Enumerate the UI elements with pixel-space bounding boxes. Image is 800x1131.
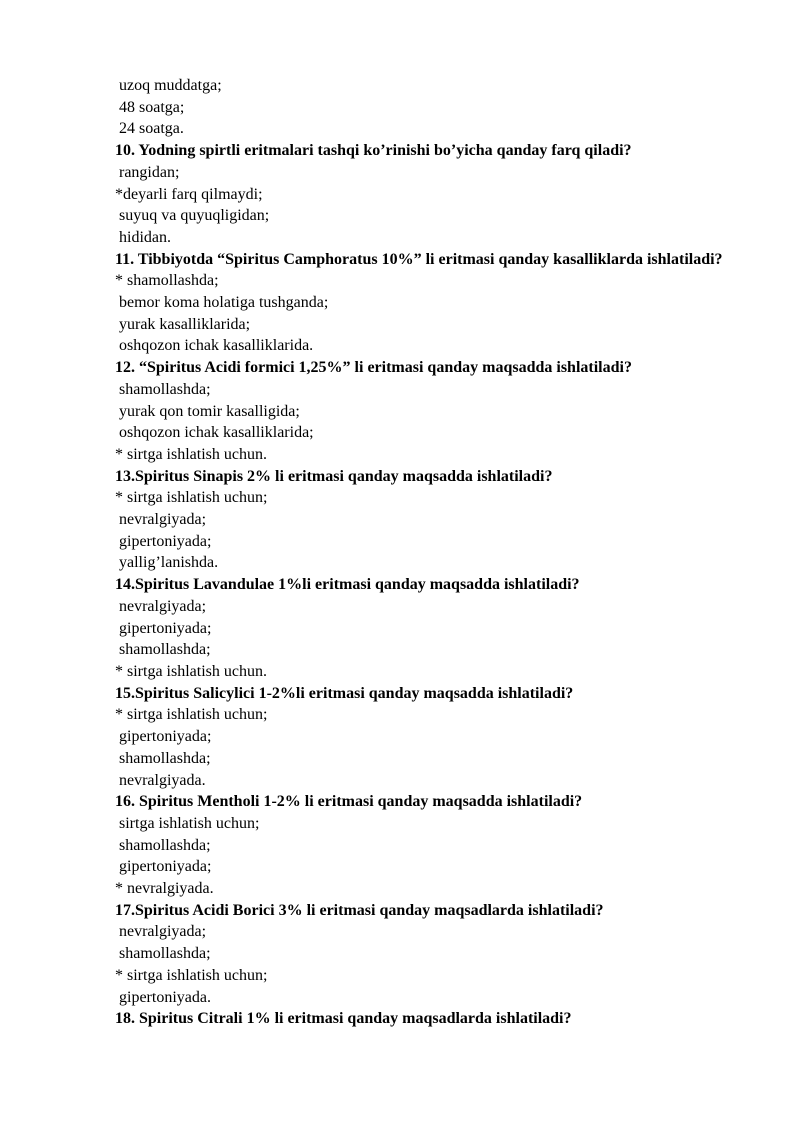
answer-option: 24 soatga.	[115, 120, 184, 138]
answer-option: hididan.	[115, 228, 171, 246]
answer-option: yallig’lanishda.	[115, 554, 219, 572]
answer-option: nevralgiyada;	[115, 923, 207, 941]
answer-option: oshqozon ichak kasalliklarida;	[115, 424, 314, 442]
answer-option-correct: * sirtga ishlatish uchun;	[115, 706, 268, 724]
answer-option: shamollashda;	[115, 945, 211, 963]
answer-option: gipertoniyada;	[115, 532, 212, 550]
question-17: 17.Spiritus Acidi Borici 3% li eritmasi qanday maqsadlarda ishlatiladi?	[115, 901, 604, 919]
answer-option: yurak qon tomir kasalligida;	[115, 402, 300, 420]
answer-option: oshqozon ichak kasalliklarida.	[115, 337, 314, 355]
answer-option: gipertoniyada;	[115, 728, 212, 746]
question-14: 14.Spiritus Lavandulae 1%li eritmasi qanday maqsadda ishlatiladi?	[115, 576, 580, 594]
answer-option: nevralgiyada;	[115, 511, 207, 529]
answer-option-correct: * shamollashda;	[115, 272, 219, 290]
answer-option-correct: * sirtga ishlatish uchun;	[115, 966, 268, 984]
answer-option: nevralgiyada.	[115, 771, 206, 789]
answer-option: bemor koma holatiga tushganda;	[115, 294, 329, 312]
answer-option: shamollashda;	[115, 380, 211, 398]
question-10: 10. Yodning spirtli eritmalari tashqi ko’rinishi bo’yicha qanday farq qiladi?	[115, 142, 632, 160]
answer-option: suyuq va quyuqligidan;	[115, 207, 270, 225]
answer-option: sirtga ishlatish uchun;	[115, 814, 260, 832]
answer-option: gipertoniyada.	[115, 988, 211, 1006]
answer-option: yurak kasalliklarida;	[115, 315, 251, 333]
answer-option-correct: * sirtga ishlatish uchun;	[115, 489, 268, 507]
answer-option-correct: *deyarli farq qilmaydi;	[115, 185, 263, 203]
question-18: 18. Spiritus Citrali 1% li eritmasi qanday maqsadlarda ishlatiladi?	[115, 1010, 572, 1028]
answer-option-correct: * sirtga ishlatish uchun.	[115, 445, 267, 463]
question-15: 15.Spiritus Salicylici 1-2%li eritmasi qanday maqsadda ishlatiladi?	[115, 684, 574, 702]
answer-option-correct: * nevralgiyada.	[115, 880, 214, 898]
answer-option: shamollashda;	[115, 749, 211, 767]
answer-option: gipertoniyada;	[115, 858, 212, 876]
answer-option-correct: * sirtga ishlatish uchun.	[115, 662, 267, 680]
answer-option: gipertoniyada;	[115, 619, 212, 637]
answer-option: rangidan;	[115, 163, 180, 181]
question-12: 12. “Spiritus Acidi formici 1,25%” li eritmasi qanday maqsadda ishlatiladi?	[115, 359, 632, 377]
answer-option: shamollashda;	[115, 641, 211, 659]
answer-option: shamollashda;	[115, 836, 211, 854]
document-page	[115, 75, 755, 1030]
answer-option: 48 soatga;	[115, 98, 185, 116]
answer-option: nevralgiyada;	[115, 597, 207, 615]
question-11: 11. Tibbiyotda “Spiritus Camphoratus 10%” li eritmasi qanday kasalliklarda ishlatiladi?	[115, 250, 723, 268]
question-16: 16. Spiritus Mentholi 1-2% li eritmasi qanday maqsadda ishlatiladi?	[115, 793, 583, 811]
answer-option: uzoq muddatga;	[115, 77, 222, 94]
question-13: 13.Spiritus Sinapis 2% li eritmasi qanday maqsadda ishlatiladi?	[115, 467, 553, 485]
